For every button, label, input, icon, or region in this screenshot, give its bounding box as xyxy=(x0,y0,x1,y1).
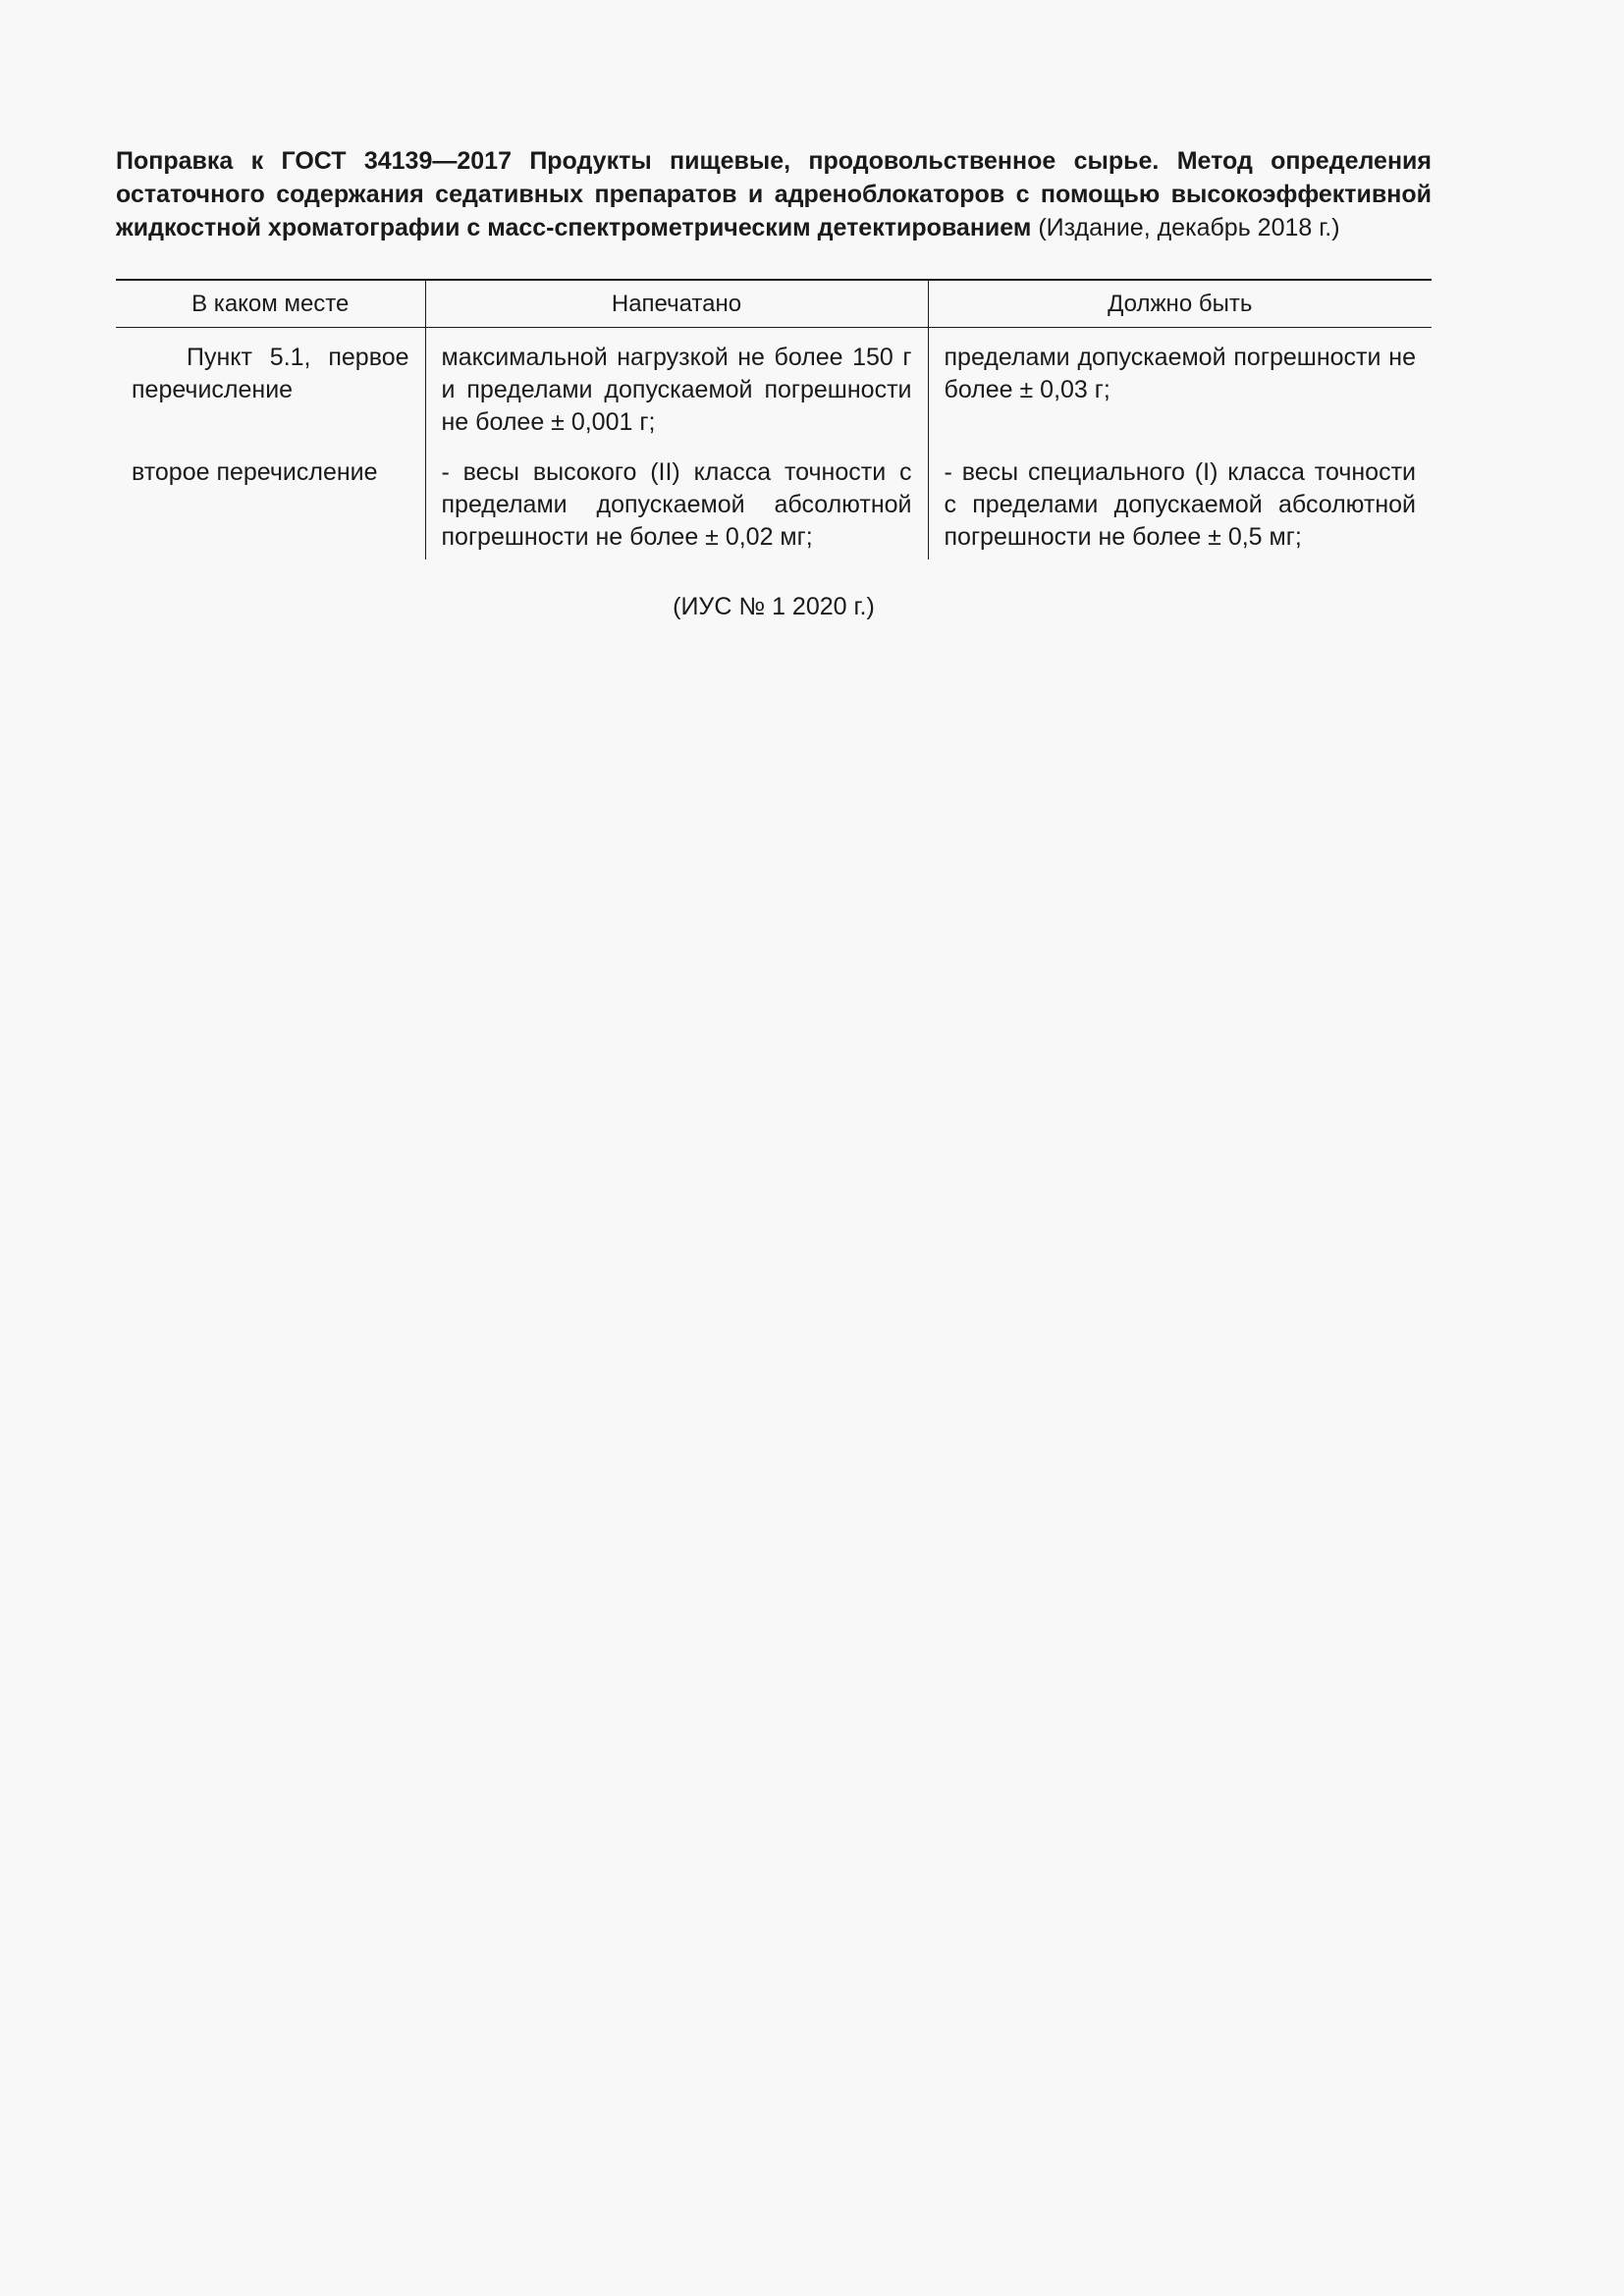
table-row xyxy=(116,328,1432,457)
header-should-be: Должно быть xyxy=(928,280,1432,328)
corrections-table xyxy=(116,279,1432,560)
document-heading xyxy=(116,144,1432,244)
header-printed: Напечатано xyxy=(425,280,928,328)
table-header-row xyxy=(116,280,1432,328)
document-page xyxy=(116,144,1432,623)
heading-title: Поправка к ГОСТ 34139—2017 Продукты пищевые, продовольственное сырье. Метод определения остаточного содержания седативных препаратов и адреноблокаторов с помощью высокоэффективной жидкостной хроматографии с масс-спектрометрическим детектированием xyxy=(116,147,1432,241)
cell-place: второе перечисление xyxy=(132,458,378,486)
cell-should-be: пределами допускаемой погрешности не более ± 0,03 г; xyxy=(928,328,1432,457)
cell-printed: - весы высокого (II) класса точности с пределами допускаемой абсолютной погрешности не более ± 0,02 мг; xyxy=(425,456,928,560)
source-reference: (ИУС № 1 2020 г.) xyxy=(673,593,875,620)
header-place: В каком месте xyxy=(191,291,350,317)
cell-should-be: - весы специального (I) класса точности с пределами допускаемой абсолютной погрешности не более ± 0,5 мг; xyxy=(928,456,1432,560)
table-row xyxy=(116,456,1432,560)
cell-place: Пункт 5.1, первое перечисление xyxy=(132,344,409,403)
heading-edition: (Издание, декабрь 2018 г.) xyxy=(1031,214,1340,241)
cell-printed: максимальной нагрузкой не более 150 г и пределами допускаемой погрешности не более ± 0,001 г; xyxy=(425,328,928,457)
